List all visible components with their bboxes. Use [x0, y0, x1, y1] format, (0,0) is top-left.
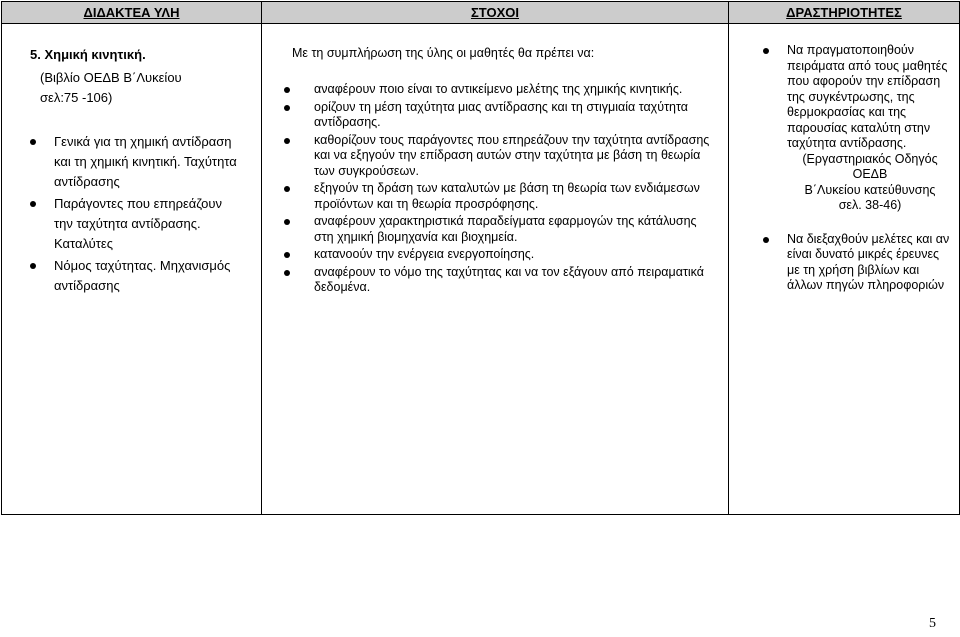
- list-item: καθορίζουν τους παράγοντες που επηρεάζουν την ταχύτητα αντίδρασης και να εξηγούν την επίδραση αυτών στην ταχύτητα με βάση τη θεωρία των συγκρούσεων.: [314, 133, 718, 180]
- goals-cell: [262, 24, 729, 515]
- bullet-icon: [30, 201, 36, 207]
- bullet-icon: [284, 105, 290, 111]
- header-goals: ΣΤΟΧΟΙ: [262, 2, 729, 24]
- syllabus-source-line2: σελ:75 -106): [40, 90, 113, 105]
- goals-intro: Με τη συμπλήρωση της ύλης οι μαθητές θα πρέπει να:: [292, 46, 595, 60]
- bullet-icon: [284, 270, 290, 276]
- list-item: Παράγοντες που επηρεάζουν την ταχύτητα αντίδρασης. Καταλύτες: [30, 194, 261, 254]
- goals-list: [262, 82, 728, 296]
- list-item: αναφέρουν ποιο είναι το αντικείμενο μελέτης της χημικής κινητικής.: [314, 82, 718, 98]
- bullet-icon: [763, 237, 769, 243]
- header-activities: ΔΡΑΣΤΗΡΙΟΤΗΤΕΣ: [729, 2, 960, 24]
- activity-item: Να πραγματοποιηθούν πειράματα από τους μαθητές που αφορούν την επίδραση της συγκέντρωσης, της θερμοκρασίας και της παρουσίας καταλύτη στην ταχύτητα αντίδρασης. (Εργαστηριακός Οδηγός ΟΕΔΒ Β΄Λυκείου κατεύθυνσης σελ. 38-46): [763, 43, 953, 214]
- page-number: 5: [929, 616, 936, 631]
- bullet-icon: [284, 219, 290, 225]
- syllabus-source-line1: (Βιβλίο ΟΕΔΒ Β΄Λυκείου: [40, 70, 182, 85]
- bullet-icon: [30, 263, 36, 269]
- table-header-row: [2, 2, 960, 24]
- bullet-icon: [284, 87, 290, 93]
- activities-cell: [729, 24, 960, 515]
- list-item: αναφέρουν χαρακτηριστικά παραδείγματα εφαρμογών της κάτάλυσης στη χημική βιομηχανία και βιοχημεία.: [314, 214, 718, 245]
- syllabus-cell: [2, 24, 262, 515]
- list-item: εξηγούν τη δράση των καταλυτών με βάση τη θεωρία των ενδιάμεσων προϊόντων και τη θεωρία προσρόφησης.: [314, 181, 718, 212]
- list-item: Νόμος ταχύτητας. Μηχανισμός αντίδρασης: [30, 256, 261, 296]
- bullet-icon: [284, 186, 290, 192]
- header-syllabus: ΔΙΔΑΚΤΕΑ ΥΛΗ: [2, 2, 262, 24]
- curriculum-table: [1, 1, 960, 515]
- bullet-icon: [30, 139, 36, 145]
- list-item: αναφέρουν το νόμο της ταχύτητας και να τον εξάγουν από πειραματικά δεδομένα.: [314, 265, 718, 296]
- list-item: Γενικά για τη χημική αντίδραση και τη χημική κινητική. Ταχύτητα αντίδρασης: [30, 132, 261, 192]
- list-item: κατανοούν την ενέργεια ενεργοποίησης.: [314, 247, 718, 263]
- bullet-icon: [284, 252, 290, 258]
- list-item: ορίζουν τη μέση ταχύτητα μιας αντίδρασης και τη στιγμιαία ταχύτητα αντίδρασης.: [314, 100, 718, 131]
- table-body-row: [2, 24, 960, 515]
- syllabus-title: 5. Χημική κινητική.: [30, 47, 146, 62]
- activity-item: Να διεξαχθούν μελέτες και αν είναι δυνατό μικρές έρευνες με τη χρήση βιβλίων και άλλων πηγών πληροφοριών: [763, 232, 953, 294]
- bullet-icon: [763, 48, 769, 54]
- bullet-icon: [284, 138, 290, 144]
- syllabus-topics: [30, 132, 261, 296]
